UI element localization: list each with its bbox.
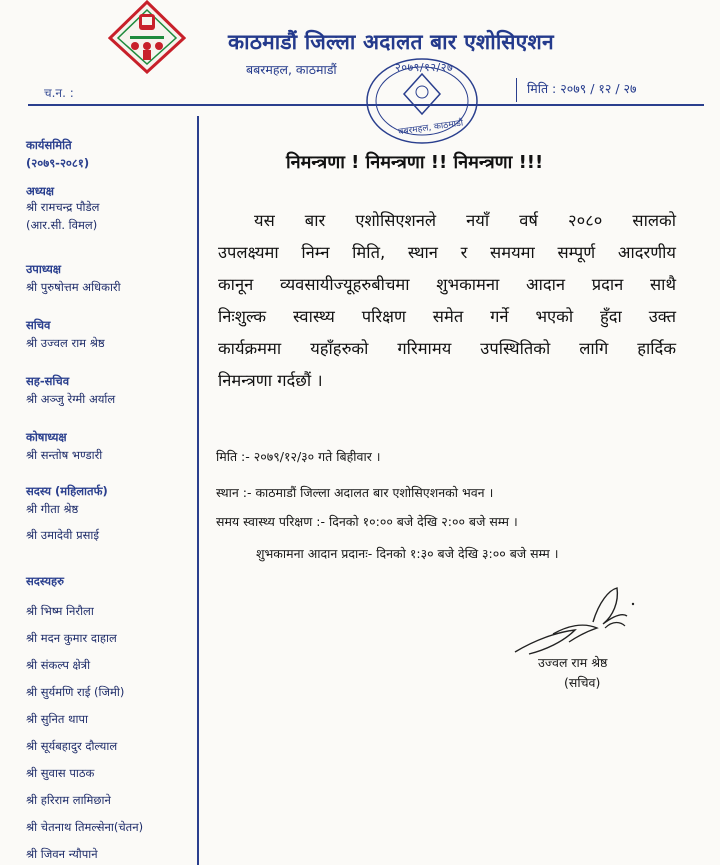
member-item: श्री हरिराम लामिछाने: [26, 793, 111, 807]
member-item: श्री संकल्प क्षेत्री: [26, 658, 91, 672]
treasurer-title: कोषाध्यक्ष: [26, 430, 67, 444]
invitation-body: [218, 205, 676, 397]
sidebar-divider: [197, 116, 199, 865]
president-title: अध्यक्ष: [26, 184, 55, 198]
signer-name: उज्वल राम श्रेष्ठ: [538, 655, 608, 670]
member-item: श्री सूर्यबहादुर दौल्याल: [26, 739, 118, 753]
joint-secretary-title: सह-सचिव: [26, 374, 70, 388]
association-logo: [108, 0, 186, 74]
members-title: सदस्यहरु: [26, 574, 65, 588]
invitation-heading: निमन्त्रणा ! निमन्त्रणा !! निमन्त्रणा !!!: [286, 152, 544, 173]
body-line: कार्यक्रममा यहाँहरुको गरिमामय उपस्थितिको लागि हार्दिक: [218, 339, 676, 358]
body-line: कानून व्यवसायीज्यूहरुबीचमा शुभकामना आदान प्रदान साथै: [218, 275, 676, 294]
member-item: श्री मदन कुमार दाहाल: [26, 631, 117, 645]
letter-date: मिति : २०७९ / १२ / २७: [516, 78, 690, 102]
body-line: निःशुल्क स्वास्थ्य परिक्षण समेत गर्ने भएको हुँदा उक्त: [218, 307, 676, 326]
reference-number-label: च.न. :: [44, 86, 74, 100]
event-venue: स्थान :- काठमाडौं जिल्ला अदालत बार एशोसिएशनको भवन ।: [216, 485, 494, 500]
member-item: श्री सुर्यमणि राई (जिमी): [26, 685, 125, 699]
secretary-title: सचिव: [26, 318, 51, 332]
member-item: श्री सुनित थापा: [26, 712, 88, 726]
president-name: श्री रामचन्द्र पौडेल: [26, 200, 100, 214]
health-checkup-time: समय स्वास्थ्य परिक्षण :- दिनको १०:०० बजे देखि २:०० बजे सम्म ।: [216, 514, 518, 529]
seal-reference-number: २०७९/१२/२७: [395, 61, 454, 74]
women-member-title: सदस्य (महिलातर्फ): [26, 484, 108, 498]
seal-text: बबरमहल, काठमाडौं: [397, 118, 464, 138]
body-line: निमन्त्रणा गर्दछौं ।: [218, 371, 323, 390]
organization-name: काठमाडौं जिल्ला अदालत बार एशोसिएशन: [228, 30, 554, 54]
vice-president-title: उपाध्यक्ष: [26, 262, 62, 276]
committee-title: कार्यसमिति: [26, 138, 72, 152]
member-item: श्री चेतनाथ तिमल्सेना(चेतन): [26, 820, 144, 834]
member-item: श्री सुवास पाठक: [26, 766, 95, 780]
vice-president-name: श्री पुरुषोत्तम अधिकारी: [26, 280, 121, 294]
event-date: मिति :- २०७९/१२/३० गते बिहीवार ।: [216, 449, 381, 464]
body-line: उपलक्ष्यमा निम्न मिति, स्थान र समयमा सम्पूर्ण आदरणीय: [218, 243, 676, 262]
body-line: यस बार एशोसिएशनले नयाँ वर्ष २०८० सालको: [254, 211, 676, 230]
organization-address: बबरमहल, काठमाडौं: [246, 62, 337, 77]
handwritten-signature: [505, 582, 645, 660]
women-member: श्री गीता श्रेष्ठ: [26, 502, 79, 516]
secretary-name: श्री उज्वल राम श्रेष्ठ: [26, 336, 105, 350]
signer-title: (सचिव): [564, 675, 601, 690]
women-member: श्री उमादेवी प्रसाई: [26, 528, 100, 542]
greeting-exchange-time: शुभकामना आदान प्रदानः- दिनको १:३० बजे देखि ३:०० बजे सम्म ।: [256, 546, 559, 561]
treasurer-name: श्री सन्तोष भण्डारी: [26, 448, 103, 462]
member-item: श्री जिवन न्यौपाने: [26, 847, 98, 861]
joint-secretary-name: श्री अञ्जु रेग्मी अर्याल: [26, 392, 116, 406]
member-item: श्री भिष्म निरौला: [26, 604, 94, 618]
president-alias: (आर.सी. विमल): [26, 218, 98, 232]
committee-term: (२०७९-२०८१): [26, 156, 90, 170]
